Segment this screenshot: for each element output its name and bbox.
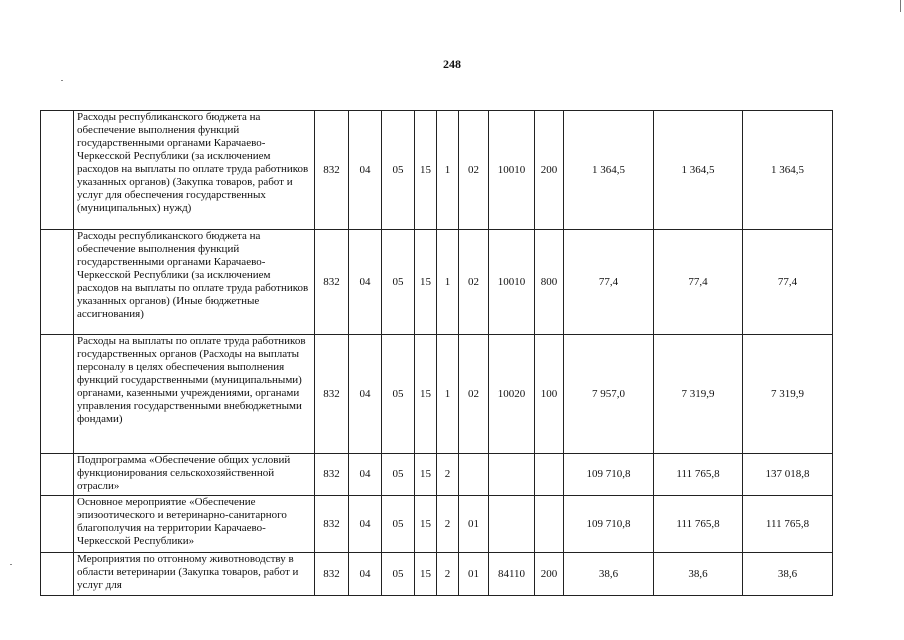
ministry-code: 832 <box>315 496 349 553</box>
section-code: 04 <box>349 454 382 496</box>
expense-name: Мероприятия по отгонному животноводству в области ветеринарии (Закупка товаров, работ и услуг для <box>74 553 315 596</box>
scan-speck <box>61 80 63 81</box>
event-code <box>459 454 489 496</box>
section-code: 04 <box>349 230 382 335</box>
subprogram-code: 2 <box>437 553 459 596</box>
section-code: 04 <box>349 553 382 596</box>
amount-year-3: 77,4 <box>743 230 833 335</box>
table-row <box>41 111 833 230</box>
table-row <box>41 454 833 496</box>
table-row <box>41 553 833 596</box>
expense-type-code: 200 <box>535 111 564 230</box>
ministry-code: 832 <box>315 454 349 496</box>
program-code: 15 <box>415 454 437 496</box>
row-number-cell <box>41 454 74 496</box>
expense-type-code: 200 <box>535 553 564 596</box>
subprogram-code: 2 <box>437 454 459 496</box>
event-code: 01 <box>459 496 489 553</box>
row-number-cell <box>41 111 74 230</box>
section-code: 04 <box>349 335 382 454</box>
expense-type-code: 100 <box>535 335 564 454</box>
row-number-cell <box>41 335 74 454</box>
amount-year-1: 7 957,0 <box>564 335 654 454</box>
section-code: 04 <box>349 111 382 230</box>
subsection-code: 05 <box>382 454 415 496</box>
program-code: 15 <box>415 496 437 553</box>
ministry-code: 832 <box>315 230 349 335</box>
subprogram-code: 1 <box>437 335 459 454</box>
amount-year-3: 7 319,9 <box>743 335 833 454</box>
amount-year-2: 111 765,8 <box>654 454 743 496</box>
amount-year-3: 111 765,8 <box>743 496 833 553</box>
event-code: 01 <box>459 553 489 596</box>
direction-code: 10010 <box>489 230 535 335</box>
row-number-cell <box>41 496 74 553</box>
direction-code <box>489 454 535 496</box>
amount-year-2: 1 364,5 <box>654 111 743 230</box>
amount-year-2: 7 319,9 <box>654 335 743 454</box>
direction-code: 10010 <box>489 111 535 230</box>
amount-year-1: 1 364,5 <box>564 111 654 230</box>
row-number-cell <box>41 230 74 335</box>
expense-type-code <box>535 496 564 553</box>
amount-year-2: 38,6 <box>654 553 743 596</box>
table-row <box>41 230 833 335</box>
budget-table <box>40 110 833 596</box>
subsection-code: 05 <box>382 496 415 553</box>
scan-speck <box>10 564 12 565</box>
direction-code <box>489 496 535 553</box>
scan-edge-mark <box>900 0 901 12</box>
subprogram-code: 1 <box>437 111 459 230</box>
expense-type-code: 800 <box>535 230 564 335</box>
expense-name: Подпрограмма «Обеспечение общих условий функционирования сельскохозяйственной отрасли» <box>74 454 315 496</box>
program-code: 15 <box>415 230 437 335</box>
program-code: 15 <box>415 335 437 454</box>
program-code: 15 <box>415 553 437 596</box>
subsection-code: 05 <box>382 230 415 335</box>
event-code: 02 <box>459 230 489 335</box>
direction-code: 10020 <box>489 335 535 454</box>
section-code: 04 <box>349 496 382 553</box>
event-code: 02 <box>459 335 489 454</box>
subprogram-code: 2 <box>437 496 459 553</box>
amount-year-3: 1 364,5 <box>743 111 833 230</box>
amount-year-2: 77,4 <box>654 230 743 335</box>
amount-year-1: 38,6 <box>564 553 654 596</box>
amount-year-3: 38,6 <box>743 553 833 596</box>
subprogram-code: 1 <box>437 230 459 335</box>
amount-year-3: 137 018,8 <box>743 454 833 496</box>
subsection-code: 05 <box>382 335 415 454</box>
page-number: 248 <box>443 57 461 71</box>
table-row <box>41 335 833 454</box>
program-code: 15 <box>415 111 437 230</box>
direction-code: 84110 <box>489 553 535 596</box>
subsection-code: 05 <box>382 553 415 596</box>
expense-name: Расходы республиканского бюджета на обеспечение выполнения функций государственными органами Карачаево-Черкесской Республики (за исключением расходов на выплаты по оплате труда работников указанных органов) (Закупка товаров, работ и услуг для обеспечения государственных (муниципальных) нужд) <box>74 111 315 230</box>
ministry-code: 832 <box>315 553 349 596</box>
amount-year-1: 109 710,8 <box>564 454 654 496</box>
row-number-cell <box>41 553 74 596</box>
expense-name: Расходы республиканского бюджета на обеспечение выполнения функций государственными органами Карачаево-Черкесской Республики (за исключением расходов на выплаты по оплате труда работников указанных органов) (Иные бюджетные ассигнования) <box>74 230 315 335</box>
table-row <box>41 496 833 553</box>
expense-type-code <box>535 454 564 496</box>
ministry-code: 832 <box>315 111 349 230</box>
expense-name: Основное мероприятие «Обеспечение эпизоотического и ветеринарно-санитарного благополучия на территории Карачаево-Черкесской Республики» <box>74 496 315 553</box>
amount-year-2: 111 765,8 <box>654 496 743 553</box>
event-code: 02 <box>459 111 489 230</box>
amount-year-1: 77,4 <box>564 230 654 335</box>
ministry-code: 832 <box>315 335 349 454</box>
amount-year-1: 109 710,8 <box>564 496 654 553</box>
subsection-code: 05 <box>382 111 415 230</box>
expense-name: Расходы на выплаты по оплате труда работников государственных органов (Расходы на выплаты персоналу в целях обеспечения выполнения функций государственными (муниципальными) органами, казенными учреждениями, органами управления государственными внебюджетными фондами) <box>74 335 315 454</box>
